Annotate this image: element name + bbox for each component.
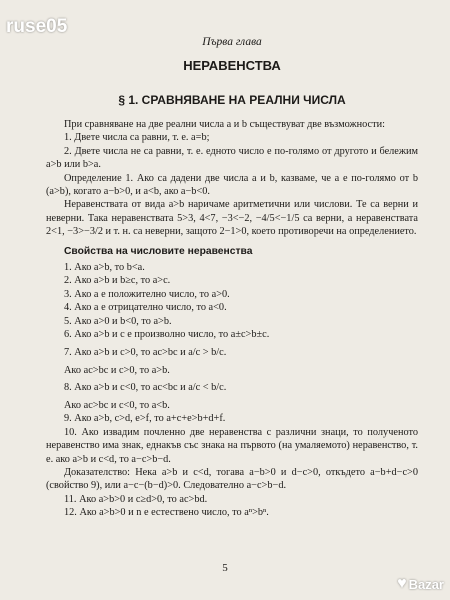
- bazar-badge-label: Bazar: [408, 576, 444, 592]
- property-9: 9. Ако a>b, c>d, e>f, то a+c+e>b+d+f.: [64, 413, 226, 425]
- property-8: 8. Ако a>b и c<0, то ac<bc и a/c < b/c.: [64, 381, 227, 393]
- property-6: 6. Ако a>b и c е произволно число, то a±c>b±c.: [64, 329, 270, 341]
- page-title: НЕРАВЕНСТВА: [183, 58, 281, 73]
- bazar-badge: [397, 576, 444, 592]
- property-11: 11. Ако a>b>0 и c≥d>0, то ac>bd.: [64, 493, 208, 505]
- property-10-proof: Доказателство: Нека a>b и c<d, тогава a−b>0 и d−c>0, откъдето a−b+d−c>0 (свойство 9), или a−c−(b−d)>0. Следователно a−c>b−d.: [46, 466, 418, 492]
- paragraph-case-1: 1. Двете числа са равни, т. е. a=b;: [64, 132, 210, 144]
- paragraph-definition-1: Определение 1. Ако са дадени две числа a и b, казваме, че a е по-голямо от b (a>b), когато a−b>0, и a<b, ако a−b<0.: [46, 172, 418, 198]
- property-2: 2. Ако a>b и b≥c, то a>c.: [64, 275, 171, 287]
- property-5: 5. Ако a>0 и b<0, то a>b.: [64, 315, 172, 327]
- property-7: 7. Ако a>b и c>0, то ac>bc и a/c > b/c.: [64, 346, 227, 358]
- property-12: 12. Ако a>b>0 и n е естествено число, то aⁿ>bⁿ.: [64, 507, 269, 519]
- property-3: 3. Ако a е положително число, то a>0.: [64, 288, 230, 300]
- property-7-converse: Ако ac>bc и c>0, то a>b.: [64, 364, 170, 376]
- property-8-converse: Ако ac>bc и c<0, то a<b.: [64, 399, 170, 411]
- section-heading: § 1. СРАВНЯВАНЕ НА РЕАЛНИ ЧИСЛА: [118, 93, 346, 107]
- paragraph-intro: При сравняване на две реални числа a и b съществуват две възможности:: [64, 119, 385, 130]
- properties-subheading: Свойства на числовите неравенства: [64, 245, 253, 257]
- property-1: 1. Ако a>b, то b<a.: [64, 262, 145, 274]
- heart-icon: ♥: [397, 575, 407, 592]
- paragraph-case-2: 2. Двете числа не са равни, т. е. едното число е по-голямо от другото и бележим a>b или b>a.: [46, 145, 418, 171]
- site-watermark: ruse05: [6, 16, 68, 37]
- paragraph-numeric-inequalities: Неравенствата от вида a>b наричаме аритметични или числови. Те са верни и неверни. Така неравенствата 5>3, 4<7, −3<−2, −4/5<−1/5 са верни, а неравенствата 2<1, −3>−3/2 и т. н. са неверни, защото 2−1>0, което противоречи на определението.: [46, 199, 418, 238]
- book-page: [46, 36, 418, 520]
- property-10: 10. Ако извадим почленно две неравенства с различни знаци, то полученото неравенство има знак, еднакъв със знака на първото (на умаляемото) неравенство, т. е. ако a>b и c<d, то a−c>b−d.: [46, 426, 418, 465]
- property-4: 4. Ако a е отрицателно число, то a<0.: [64, 302, 227, 314]
- page-number: 5: [222, 562, 228, 574]
- chapter-label: Първа глава: [202, 36, 262, 48]
